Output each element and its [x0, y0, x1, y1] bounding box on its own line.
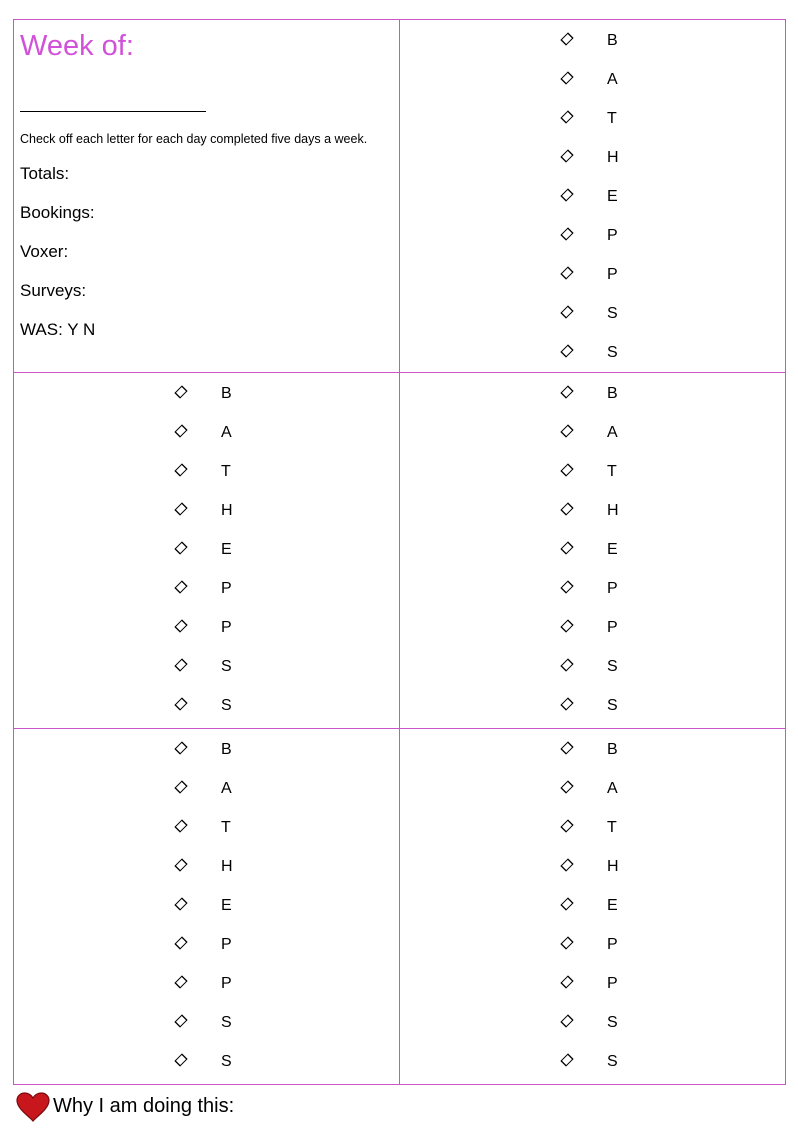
checklist-letter: E: [607, 541, 618, 558]
diamond-checkbox-icon[interactable]: [174, 780, 187, 793]
checklist-letter: S: [607, 1053, 618, 1070]
checklist-item: [400, 1052, 785, 1072]
checklist-item: [400, 696, 785, 716]
checklist-item: [400, 384, 785, 404]
checklist-letter: P: [607, 936, 618, 953]
checklist-letter: A: [221, 424, 232, 441]
checklist-letter: H: [607, 858, 619, 875]
checklist-item: [14, 1013, 399, 1033]
checklist-item: [14, 423, 399, 443]
tally-voxer: Voxer:: [20, 242, 69, 261]
checklist-item: [400, 618, 785, 638]
checklist-letter: H: [607, 502, 619, 519]
tally-was: WAS: Y N: [20, 320, 96, 339]
checklist-letter: B: [221, 741, 232, 758]
checklist-item: [400, 31, 785, 51]
heart-icon: [16, 1092, 50, 1122]
why-doing-this-label: Why I am doing this:: [53, 1095, 235, 1117]
checklist-letter: B: [221, 385, 232, 402]
checklist-letter: H: [221, 502, 233, 519]
checklist-box-1: [399, 19, 786, 373]
checklist-item: [400, 187, 785, 207]
checklist-letter: S: [607, 1014, 618, 1031]
diamond-checkbox-icon[interactable]: [560, 658, 573, 671]
checklist-item: [400, 148, 785, 168]
diamond-checkbox-icon[interactable]: [560, 32, 573, 45]
weekly-grid: [13, 19, 786, 1085]
checklist-letter: A: [607, 780, 618, 797]
checklist-letter: H: [221, 858, 233, 875]
checklist-item: [14, 818, 399, 838]
diamond-checkbox-icon[interactable]: [560, 1053, 573, 1066]
week-date-blank-line[interactable]: [20, 111, 206, 112]
checklist-item: [400, 935, 785, 955]
checklist-letter: A: [221, 780, 232, 797]
checklist-letter: S: [607, 344, 618, 361]
diamond-checkbox-icon[interactable]: [174, 424, 187, 437]
checklist-item: [400, 740, 785, 760]
checklist-letter: P: [607, 975, 618, 992]
diamond-checkbox-icon[interactable]: [560, 344, 573, 357]
checklist-letter: P: [607, 619, 618, 636]
diamond-checkbox-icon[interactable]: [174, 1053, 187, 1066]
heart-shape: [17, 1093, 49, 1121]
checklist-letter: S: [607, 658, 618, 675]
diamond-checkbox-icon[interactable]: [560, 619, 573, 632]
checklist-item: [400, 462, 785, 482]
checklist-item: [400, 265, 785, 285]
checklist-letter: T: [221, 819, 231, 836]
diamond-checkbox-icon[interactable]: [560, 463, 573, 476]
tally-surveys: Surveys:: [20, 281, 87, 300]
checklist-item: [14, 935, 399, 955]
diamond-checkbox-icon[interactable]: [560, 975, 573, 988]
checklist-letter: E: [221, 541, 232, 558]
checklist-letter: S: [607, 305, 618, 322]
checklist-item: [400, 818, 785, 838]
checklist-box-2: [13, 372, 400, 729]
diamond-checkbox-icon[interactable]: [174, 897, 187, 910]
diamond-checkbox-icon[interactable]: [174, 1014, 187, 1027]
diamond-checkbox-icon[interactable]: [560, 741, 573, 754]
diamond-checkbox-icon[interactable]: [174, 858, 187, 871]
checklist-letter: P: [607, 266, 618, 283]
diamond-checkbox-icon[interactable]: [560, 697, 573, 710]
checklist-item: [14, 696, 399, 716]
checklist-letter: E: [607, 897, 618, 914]
checklist-item: [400, 343, 785, 363]
checklist-item: [14, 579, 399, 599]
checklist-item: [14, 1052, 399, 1072]
checklist-letter: P: [221, 580, 232, 597]
diamond-checkbox-icon[interactable]: [560, 936, 573, 949]
diamond-checkbox-icon[interactable]: [174, 936, 187, 949]
diamond-checkbox-icon[interactable]: [560, 819, 573, 832]
checklist-letter: S: [221, 1053, 232, 1070]
diamond-checkbox-icon[interactable]: [560, 1014, 573, 1027]
checklist-item: [400, 779, 785, 799]
checklist-letter: P: [607, 227, 618, 244]
checklist-item: [14, 779, 399, 799]
checklist-letter: P: [221, 975, 232, 992]
diamond-checkbox-icon[interactable]: [174, 741, 187, 754]
checklist-item: [400, 579, 785, 599]
checklist-letter: E: [221, 897, 232, 914]
checklist-item: [400, 1013, 785, 1033]
diamond-checkbox-icon[interactable]: [174, 975, 187, 988]
checklist-letter: T: [607, 819, 617, 836]
diamond-checkbox-icon[interactable]: [560, 541, 573, 554]
checklist-letter: S: [221, 1014, 232, 1031]
checklist-letter: P: [221, 619, 232, 636]
checklist-letter: A: [607, 71, 618, 88]
checklist-item: [14, 974, 399, 994]
checklist-item: [400, 304, 785, 324]
checklist-letter: S: [607, 697, 618, 714]
checklist-letter: A: [607, 424, 618, 441]
diamond-checkbox-icon[interactable]: [560, 188, 573, 201]
checklist-item: [400, 109, 785, 129]
checklist-item: [14, 657, 399, 677]
checklist-letter: P: [607, 580, 618, 597]
checklist-item: [400, 896, 785, 916]
diamond-checkbox-icon[interactable]: [560, 149, 573, 162]
checklist-item: [14, 857, 399, 877]
diamond-checkbox-icon[interactable]: [174, 658, 187, 671]
header-panel: [13, 19, 400, 373]
checklist-item: [400, 857, 785, 877]
diamond-checkbox-icon[interactable]: [560, 266, 573, 279]
checklist-letter: H: [607, 149, 619, 166]
week-of-heading: Week of:: [20, 30, 134, 62]
checklist-letter: S: [221, 697, 232, 714]
checklist-letter: T: [607, 463, 617, 480]
checklist-item: [400, 657, 785, 677]
checklist-item: [14, 462, 399, 482]
checklist-item: [400, 423, 785, 443]
checklist-item: [400, 501, 785, 521]
diamond-checkbox-icon[interactable]: [560, 858, 573, 871]
checklist-item: [14, 740, 399, 760]
checklist-item: [400, 226, 785, 246]
diamond-checkbox-icon[interactable]: [560, 424, 573, 437]
checklist-item: [400, 70, 785, 90]
tally-bookings: Bookings:: [20, 203, 95, 222]
checklist-letter: E: [607, 188, 618, 205]
checklist-box-5: [399, 728, 786, 1085]
diamond-checkbox-icon[interactable]: [560, 227, 573, 240]
diamond-checkbox-icon[interactable]: [174, 463, 187, 476]
diamond-checkbox-icon[interactable]: [174, 619, 187, 632]
instruction-text: Check off each letter for each day completed five days a week.: [20, 132, 368, 146]
checklist-item: [14, 540, 399, 560]
diamond-checkbox-icon[interactable]: [560, 385, 573, 398]
diamond-checkbox-icon[interactable]: [174, 541, 187, 554]
checklist-letter: B: [607, 741, 618, 758]
checklist-item: [14, 618, 399, 638]
diamond-checkbox-icon[interactable]: [560, 897, 573, 910]
checklist-item: [400, 974, 785, 994]
checklist-item: [14, 384, 399, 404]
checklist-letter: B: [607, 385, 618, 402]
diamond-checkbox-icon[interactable]: [560, 580, 573, 593]
checklist-box-4: [13, 728, 400, 1085]
diamond-checkbox-icon[interactable]: [174, 819, 187, 832]
checklist-letter: B: [607, 32, 618, 49]
diamond-checkbox-icon[interactable]: [174, 580, 187, 593]
diamond-checkbox-icon[interactable]: [174, 697, 187, 710]
checklist-letter: S: [221, 658, 232, 675]
checklist-item: [14, 896, 399, 916]
diamond-checkbox-icon[interactable]: [560, 305, 573, 318]
checklist-letter: P: [221, 936, 232, 953]
diamond-checkbox-icon[interactable]: [560, 780, 573, 793]
diamond-checkbox-icon[interactable]: [174, 385, 187, 398]
diamond-checkbox-icon[interactable]: [560, 110, 573, 123]
checklist-item: [400, 540, 785, 560]
checklist-letter: T: [607, 110, 617, 127]
tally-totals: Totals:: [20, 164, 70, 183]
diamond-checkbox-icon[interactable]: [560, 71, 573, 84]
diamond-checkbox-icon[interactable]: [174, 502, 187, 515]
checklist-box-3: [399, 372, 786, 729]
diamond-checkbox-icon[interactable]: [560, 502, 573, 515]
checklist-item: [14, 501, 399, 521]
checklist-letter: T: [221, 463, 231, 480]
